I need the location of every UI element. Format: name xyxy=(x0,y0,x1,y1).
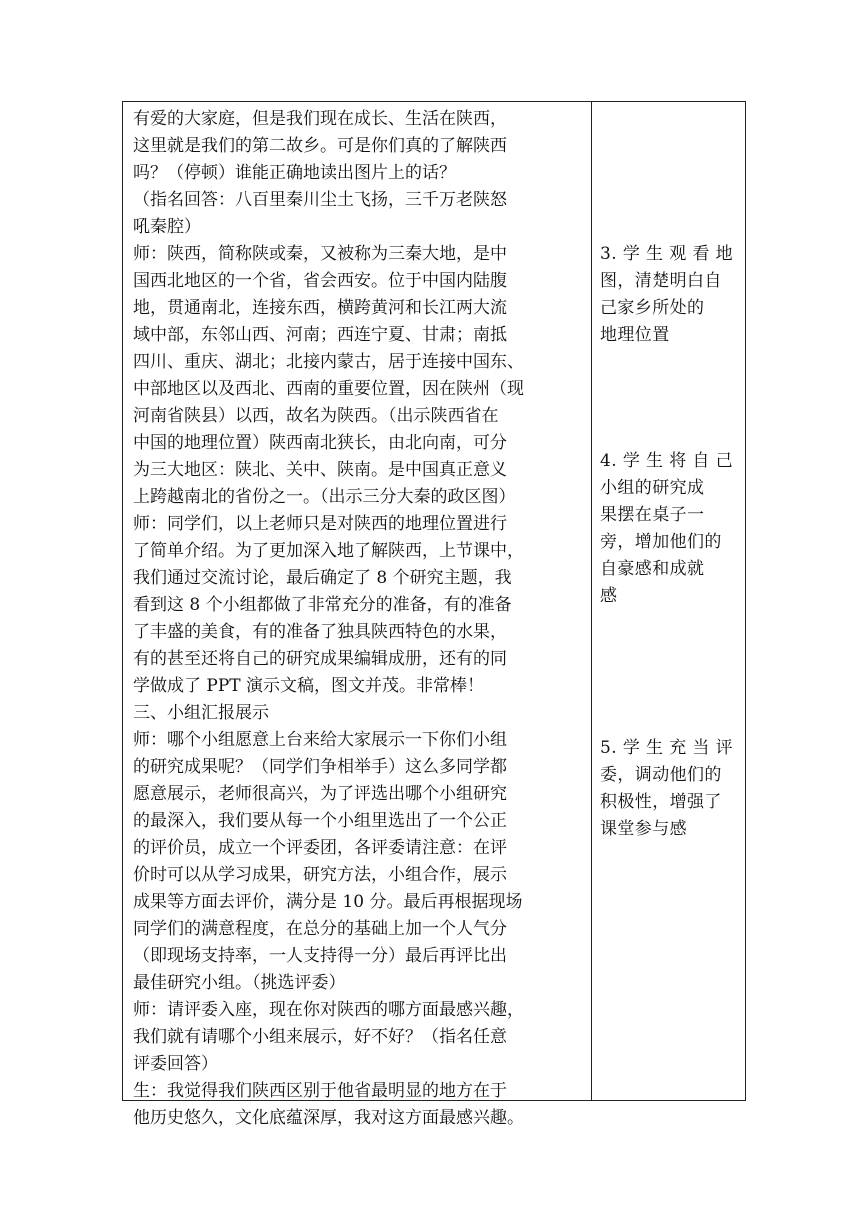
main-text-line: 的最深入，我们要从每一个小组里选出了一个公正 xyxy=(133,811,507,831)
note-line: 4. 学 生 将 自 己 xyxy=(600,451,734,471)
main-text-line: 看到这 8 个小组都做了非常充分的准备，有的准备 xyxy=(133,595,512,615)
main-text-line: 学做成了 PPT 演示文稿，图文并茂。非常棒！ xyxy=(133,676,485,696)
main-text-line: 国西北地区的一个省，省会西安。位于中国内陆腹 xyxy=(133,271,507,291)
teaching-process-column xyxy=(133,106,585,1132)
main-text-line: 评委回答） xyxy=(133,1054,218,1074)
main-text-line: 愿意展示，老师很高兴，为了评选出哪个小组研究 xyxy=(133,784,507,804)
main-text-line: 地，贯通南北，连接东西，横跨黄河和长江两大流 xyxy=(133,298,507,318)
main-text-line: 生：我觉得我们陕西区别于他省最明显的地方在于 xyxy=(133,1081,507,1101)
note-line: 果摆在桌子一 xyxy=(600,505,705,525)
main-text-line: 他历史悠久，文化底蕴深厚，我对这方面最感兴趣。 xyxy=(133,1108,524,1128)
main-text-line: 了丰盛的美食，有的准备了独具陕西特色的水果， xyxy=(133,622,507,642)
main-text-line: 有的甚至还将自己的研究成果编辑成册，还有的同 xyxy=(133,649,507,669)
main-text-line: 成果等方面去评价，满分是 10 分。最后再根据现场 xyxy=(133,892,523,912)
design-intent-note-4 xyxy=(600,448,740,610)
column-divider xyxy=(591,102,592,1100)
note-line: 小组的研究成 xyxy=(600,478,705,498)
main-text-line: 的评价员，成立一个评委团，各评委请注意：在评 xyxy=(133,838,507,858)
note-line: 课堂参与感 xyxy=(600,819,687,839)
main-text-line: 上跨越南北的省份之一。（出示三分大秦的政区图） xyxy=(133,487,516,507)
note-line: 自豪感和成就 xyxy=(600,559,705,579)
design-intent-note-3 xyxy=(600,241,740,349)
note-line: 委，调动他们的 xyxy=(600,765,722,785)
main-text-line: 吗？（停顿）谁能正确地读出图片上的话？ xyxy=(133,163,456,183)
main-text-line: 师：陕西，简称陕或秦，又被称为三秦大地，是中 xyxy=(133,244,507,264)
lesson-plan-table xyxy=(122,101,746,1128)
main-text-line: 中国的地理位置）陕西南北狭长，由北向南，可分 xyxy=(133,433,507,453)
main-text-line: 中部地区以及西北、西南的重要位置，因在陕州（现 xyxy=(133,379,524,399)
main-text-line: 师：哪个小组愿意上台来给大家展示一下你们小组 xyxy=(133,730,507,750)
main-text-line: （指名回答：八百里秦川尘土飞扬，三千万老陕怒 xyxy=(133,190,507,210)
note-line: 旁，增加他们的 xyxy=(600,532,722,552)
main-text-line: 有爱的大家庭，但是我们现在成长、生活在陕西， xyxy=(133,109,507,129)
main-text-line: 师：同学们，以上老师只是对陕西的地理位置进行 xyxy=(133,514,507,534)
main-text-line: 的研究成果呢？（同学们争相举手）这么多同学都 xyxy=(133,757,507,777)
main-text-line: 四川、重庆、湖北；北接内蒙古，居于连接中国东、 xyxy=(133,352,524,372)
main-text-line: 同学们的满意程度，在总分的基础上加一个人气分 xyxy=(133,919,507,939)
note-line: 图，清楚明白自 xyxy=(600,271,722,291)
note-line: 积极性，增强了 xyxy=(600,792,722,812)
main-text-line: 域中部，东邻山西、河南；西连宁夏、甘肃；南抵 xyxy=(133,325,507,345)
note-line: 感 xyxy=(600,586,618,606)
main-text-line: 这里就是我们的第二故乡。可是你们真的了解陕西 xyxy=(133,136,507,156)
main-text-line: （即现场支持率，一人支持得一分）最后再评比出 xyxy=(133,946,507,966)
main-text-line: 师：请评委入座，现在你对陕西的哪方面最感兴趣， xyxy=(133,1000,524,1020)
main-text-line: 我们通过交流讨论，最后确定了 8 个研究主题，我 xyxy=(133,568,512,588)
note-line: 3. 学 生 观 看 地 xyxy=(600,244,734,264)
main-text-line: 为三大地区：陕北、关中、陕南。是中国真正意义 xyxy=(133,460,507,480)
note-line: 5. 学 生 充 当 评 xyxy=(600,738,734,758)
note-line: 地理位置 xyxy=(600,325,670,345)
main-text-line: 了简单介绍。为了更加深入地了解陕西，上节课中， xyxy=(133,541,524,561)
design-intent-note-5 xyxy=(600,735,740,843)
main-text-line: 价时可以从学习成果，研究方法，小组合作，展示 xyxy=(133,865,507,885)
main-text-line: 河南省陕县）以西，故名为陕西。（出示陕西省在 xyxy=(133,406,499,426)
section-heading: 三、小组汇报展示 xyxy=(133,703,269,723)
main-text-line: 我们就有请哪个小组来展示，好不好？（指名任意 xyxy=(133,1027,507,1047)
main-text-line: 吼秦腔） xyxy=(133,217,201,237)
note-line: 己家乡所处的 xyxy=(600,298,705,318)
main-text-line: 最佳研究小组。（挑选评委） xyxy=(133,973,346,993)
